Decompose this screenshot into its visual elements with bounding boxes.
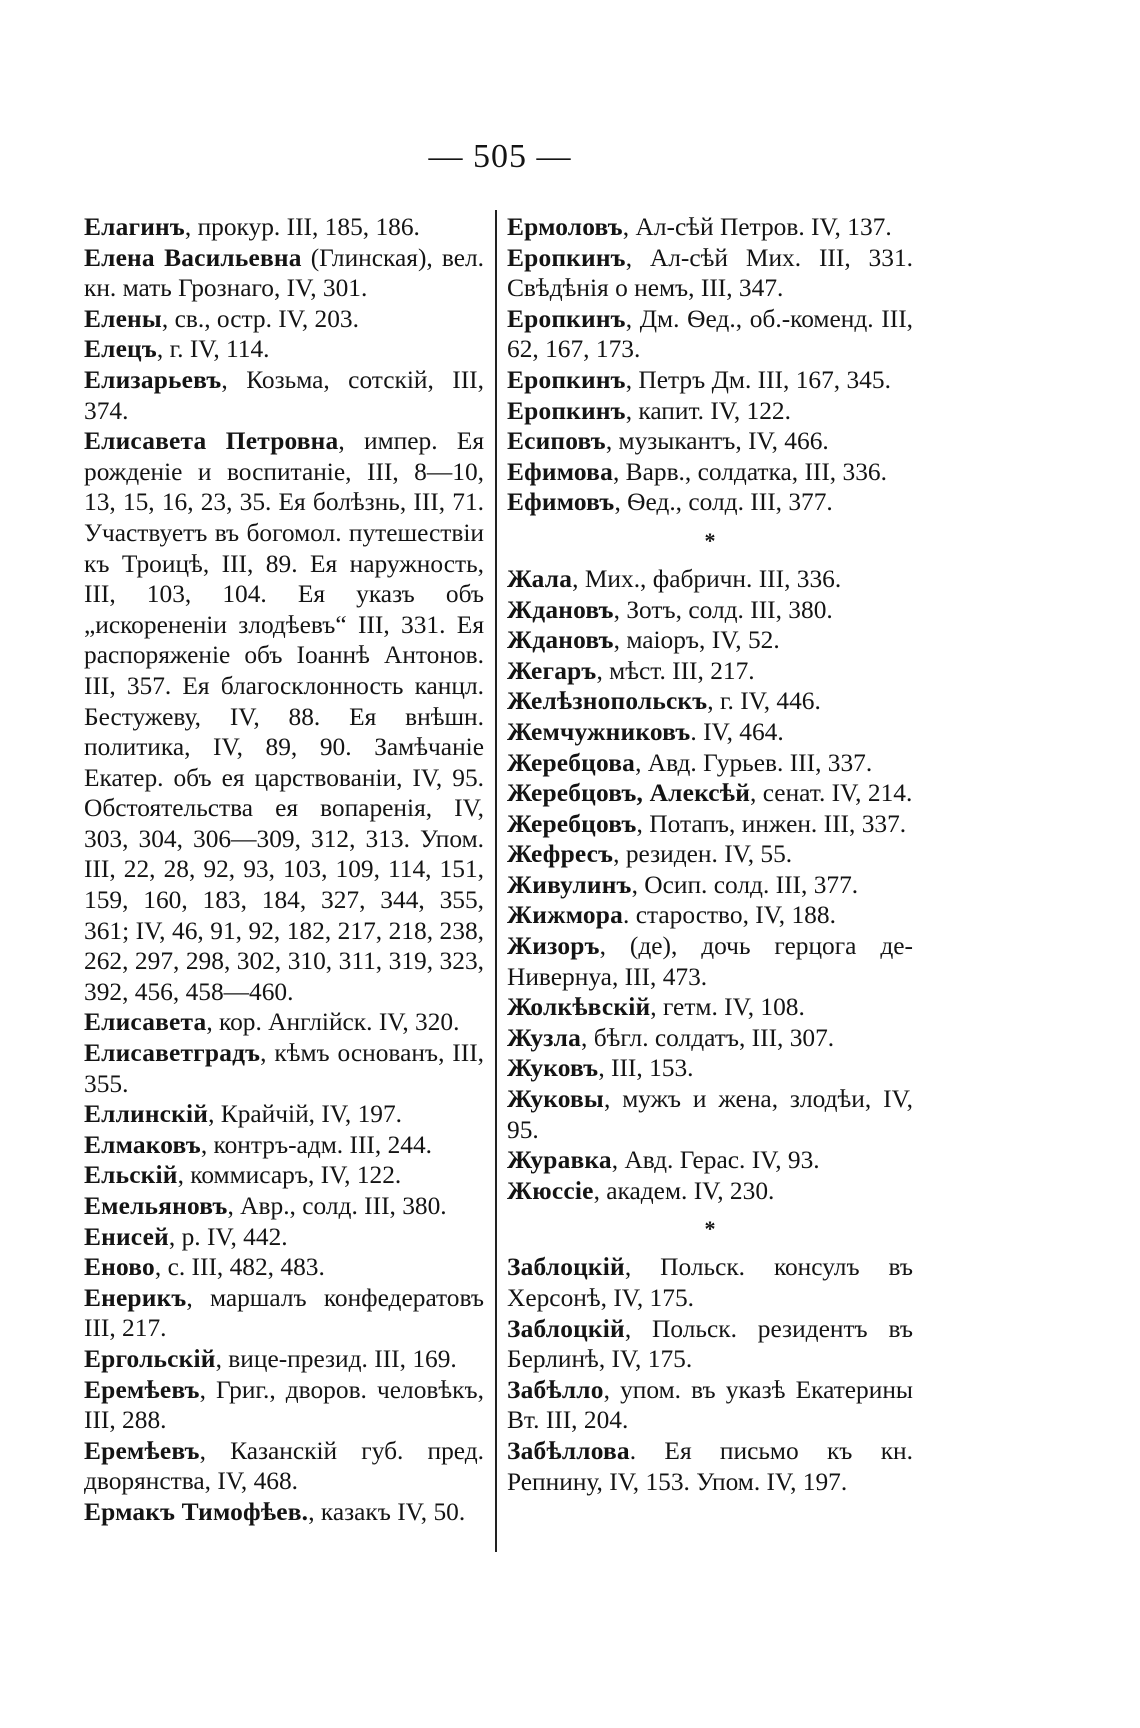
entry-text: , Авр., солд. III, 380. xyxy=(227,1192,447,1220)
index-entry xyxy=(84,1283,484,1344)
entry-text: . Ея письмо къ кн. Репнину, IV, 153. Упом. IV, 197. xyxy=(507,1436,913,1496)
index-entry xyxy=(84,426,484,1007)
index-entry xyxy=(84,365,484,426)
entry-text: , Ал-сѣй Мих. III, 331. Свѣдѣнія о немъ, III, 347. xyxy=(507,243,913,303)
entry-text: , Потапъ, инжен. III, 337. xyxy=(636,809,907,838)
entry-heading: Есиповъ xyxy=(507,427,606,456)
entry-heading: Елизарьевъ xyxy=(84,365,222,394)
entry-heading: Елисавета Петровна xyxy=(84,427,339,456)
entry-text: , Варв., солдатка, III, 336. xyxy=(612,457,887,486)
entry-heading: Еропкинъ xyxy=(507,304,626,333)
index-entry xyxy=(507,717,913,748)
entry-text: , Григ., дворов. человѣкъ, III, 288. xyxy=(84,1375,484,1435)
index-entry xyxy=(507,748,913,779)
entry-heading: Ефимова xyxy=(507,457,613,486)
entry-text: , Авд. Гурьев. III, 337. xyxy=(635,748,873,777)
entry-text: , Ал-сѣй Петров. IV, 137. xyxy=(622,213,892,241)
left-column xyxy=(84,212,484,1528)
index-entry xyxy=(507,1252,913,1313)
index-entry xyxy=(507,992,913,1023)
entry-text: , Крайчій, IV, 197. xyxy=(208,1100,403,1129)
index-entry xyxy=(507,243,913,304)
index-entry xyxy=(84,212,484,243)
index-entry xyxy=(507,564,913,595)
index-entry xyxy=(507,686,913,717)
entry-text: , Мих., фабричн. III, 336. xyxy=(572,564,842,593)
entry-text: , Дм. Ѳед., об.-коменд. III, 62, 167, 173. xyxy=(507,304,913,364)
entry-heading: Енисей xyxy=(84,1222,169,1251)
entry-text: , коммисаръ, IV, 122. xyxy=(177,1161,402,1190)
index-entry xyxy=(84,1436,484,1497)
entry-heading: Забѣлло xyxy=(507,1375,604,1404)
page-number: — 505 — xyxy=(428,138,572,175)
entry-text: . IV, 464. xyxy=(690,717,784,746)
entry-heading: Жеребцова xyxy=(507,748,636,777)
entry-heading: Еремѣевъ xyxy=(84,1436,200,1465)
entry-text: , г. IV, 446. xyxy=(707,687,821,716)
entry-heading: Елена Васильевна xyxy=(84,243,302,272)
entry-text: (Глинская), вел. кн. мать Грознаго, IV, 301. xyxy=(84,243,484,303)
index-entry xyxy=(84,334,484,365)
entry-heading: Жизоръ xyxy=(507,932,600,961)
entry-heading: Жеребцовъ, Алексѣй xyxy=(507,779,751,808)
index-entry xyxy=(84,1099,484,1130)
entry-heading: Еллинскій xyxy=(84,1100,209,1129)
entry-heading: Жуковы xyxy=(507,1085,604,1114)
index-entry xyxy=(84,1222,484,1253)
entry-heading: Еново xyxy=(84,1253,155,1282)
entry-text: , с. III, 482, 483. xyxy=(154,1253,325,1282)
entry-text: , св., остр. IV, 203. xyxy=(161,304,359,333)
entry-heading: Ефимовъ xyxy=(507,488,615,517)
right-column xyxy=(507,212,913,1497)
entry-heading: Жефресъ xyxy=(507,840,614,869)
column-divider xyxy=(495,210,497,1552)
entry-text: , г. IV, 114. xyxy=(156,335,270,364)
entry-heading: Елены xyxy=(84,304,162,333)
entry-heading: Жолкѣвскій xyxy=(507,993,651,1022)
index-entry xyxy=(84,1007,484,1038)
entry-heading: Ждановъ xyxy=(507,595,614,624)
index-entry xyxy=(507,212,913,243)
index-entry xyxy=(84,1497,484,1528)
index-entry xyxy=(507,426,913,457)
entry-text: , сенат. IV, 214. xyxy=(750,779,913,808)
index-entry xyxy=(84,1130,484,1161)
entry-text: , мѣст. III, 217. xyxy=(596,656,755,685)
entry-text: , упом. въ указѣ Екатерины Вт. III, 204. xyxy=(507,1375,913,1435)
index-entry xyxy=(507,1314,913,1375)
entry-heading: Еропкинъ xyxy=(507,365,626,394)
entry-heading: Жижмора xyxy=(507,901,624,930)
entry-text: , Польск. резидентъ въ Берлинѣ, IV, 175. xyxy=(507,1314,913,1374)
entry-text: , кѣмъ основанъ, III, 355. xyxy=(84,1039,484,1098)
entry-text: , маршалъ конфедератовъ III, 217. xyxy=(84,1283,484,1343)
index-entry xyxy=(507,1375,913,1436)
entry-heading: Емельяновъ xyxy=(84,1192,228,1220)
entry-heading: Ждановъ xyxy=(507,626,614,655)
index-entry xyxy=(507,487,913,518)
entry-text: , III, 153. xyxy=(598,1054,694,1083)
entry-heading: Заблоцкій xyxy=(507,1253,625,1282)
entry-heading: Жемчужниковъ xyxy=(507,717,691,746)
index-entry xyxy=(84,1344,484,1375)
index-entry xyxy=(507,1084,913,1145)
entry-text: , Казанскій губ. пред. дворянства, IV, 468. xyxy=(84,1436,484,1496)
entry-text: , прокур. III, 185, 186. xyxy=(184,213,420,241)
entry-text: , капит. IV, 122. xyxy=(625,396,791,425)
entry-heading: Желѣзнопольскъ xyxy=(507,687,708,716)
index-entry xyxy=(507,656,913,687)
entry-text: , бѣгл. солдатъ, III, 307. xyxy=(581,1023,835,1052)
entry-heading: Енерикъ xyxy=(84,1283,187,1312)
entry-heading: Елисаветградъ xyxy=(84,1039,261,1068)
index-entry xyxy=(507,1023,913,1054)
entry-heading: Живулинъ xyxy=(507,870,632,899)
entry-text: , р. IV, 442. xyxy=(168,1222,288,1251)
entry-text: , кор. Англійск. IV, 320. xyxy=(206,1008,460,1037)
entry-text: , резиден. IV, 55. xyxy=(613,840,793,869)
entry-text: , гетм. IV, 108. xyxy=(650,993,805,1022)
index-entry xyxy=(507,595,913,626)
index-entry xyxy=(507,1053,913,1084)
entry-heading: Ермоловъ xyxy=(507,213,623,241)
entry-text: . староство, IV, 188. xyxy=(623,901,836,930)
entry-heading: Елецъ xyxy=(84,335,157,364)
index-entry xyxy=(507,304,913,365)
entry-text: , Ѳед., солд. III, 377. xyxy=(614,488,833,517)
entry-heading: Жеребцовъ xyxy=(507,809,637,838)
entry-heading: Еропкинъ xyxy=(507,243,626,272)
entry-heading: Елагинъ xyxy=(84,213,185,241)
index-entry xyxy=(507,809,913,840)
entry-heading: Ергольскій xyxy=(84,1344,216,1373)
entry-heading: Жегаръ xyxy=(507,656,597,685)
index-entry xyxy=(507,1145,913,1176)
entry-heading: Жюссіе xyxy=(507,1176,594,1205)
index-entry xyxy=(507,931,913,992)
index-entry xyxy=(507,625,913,656)
entry-text: , импер. Ея рожденіе и воспитаніе, III, 8—10, 13, 15, 16, 23, 35. Ея болѣзнь, III, 71. Участвуетъ въ богомол. путешествіи къ Троицѣ, III, 89. Ея наружность, III, 103, 104. Ея указъ объ „искорененіи злодѣевъ“ III, 331. Ея распоряженіе объ Іоаннѣ Антонов. III, 357. Ея благосклонность канцл. Бестужеву, IV, 88. Ея внѣшн. политика, IV, 89, 90. Замѣчаніе Екатер. объ ея царствованіи, IV, 95. Обстоятельства ея вопаренія, IV, 303, 304, 306—309, 312, 313. Упом. III, 22, 28, 92, 93, 103, 109, 114, 151, 159, 160, 183, 184, 327, 344, 355, 361; IV, 46, 91, 92, 182, 217, 218, 238, 262, 297, 298, 302, 310, 311, 319, 323, 392, 456, 458—460. xyxy=(84,427,485,1006)
entry-text: , Зотъ, солд. III, 380. xyxy=(613,595,833,624)
entry-text: , вице-презид. III, 169. xyxy=(215,1344,457,1373)
index-entry xyxy=(507,870,913,901)
index-entry xyxy=(507,1436,913,1497)
entry-heading: Еремѣевъ xyxy=(84,1375,200,1404)
entry-text: , казакъ IV, 50. xyxy=(308,1497,466,1526)
entry-text: , мужъ и жена, злодѣи, IV, 95. xyxy=(507,1085,913,1144)
index-entry xyxy=(84,1375,484,1436)
index-entry xyxy=(84,1252,484,1283)
entry-heading: Ермакъ Тимофѣев. xyxy=(84,1497,309,1526)
entry-heading: Елисавета xyxy=(84,1008,207,1037)
entry-heading: Жуковъ xyxy=(507,1054,599,1083)
entry-heading: Заблоцкій xyxy=(507,1314,625,1343)
entry-text: , Козьма, сотскій, III, 374. xyxy=(84,365,484,425)
entry-heading: Елмаковъ xyxy=(84,1130,201,1159)
entry-text: , Польск. консулъ въ Херсонѣ, IV, 175. xyxy=(507,1253,913,1312)
index-entry xyxy=(84,1191,484,1222)
entry-heading: Журавка xyxy=(507,1146,612,1175)
entry-text: , Осип. солд. III, 377. xyxy=(631,870,859,899)
index-entry xyxy=(507,396,913,427)
index-entry xyxy=(507,1176,913,1207)
entry-text: , Авд. Герас. IV, 93. xyxy=(611,1146,820,1175)
entry-heading: Жала xyxy=(507,564,573,593)
section-separator: * xyxy=(704,1216,716,1242)
index-entry xyxy=(507,778,913,809)
entry-heading: Жузла xyxy=(507,1023,582,1052)
entry-text: , контръ-адм. III, 244. xyxy=(200,1130,432,1159)
index-entry xyxy=(84,1038,484,1099)
entry-heading: Ельскій xyxy=(84,1161,178,1190)
entry-text: , Петръ Дм. III, 167, 345. xyxy=(625,365,891,394)
index-entry xyxy=(507,365,913,396)
index-entry xyxy=(507,839,913,870)
index-entry xyxy=(84,1160,484,1191)
entry-heading: Еропкинъ xyxy=(507,396,626,425)
index-entry xyxy=(507,457,913,488)
index-entry xyxy=(507,900,913,931)
entry-text: , музыкантъ, IV, 466. xyxy=(605,427,829,456)
index-entry xyxy=(84,243,484,304)
entry-text: , академ. IV, 230. xyxy=(593,1176,775,1205)
entry-text: , маіоръ, IV, 52. xyxy=(613,626,780,655)
index-entry xyxy=(84,304,484,335)
entry-text: , (де), дочь герцога де-Нивернуа, III, 473. xyxy=(507,932,913,991)
entry-heading: Забѣллова xyxy=(507,1436,630,1465)
section-separator: * xyxy=(704,527,716,553)
